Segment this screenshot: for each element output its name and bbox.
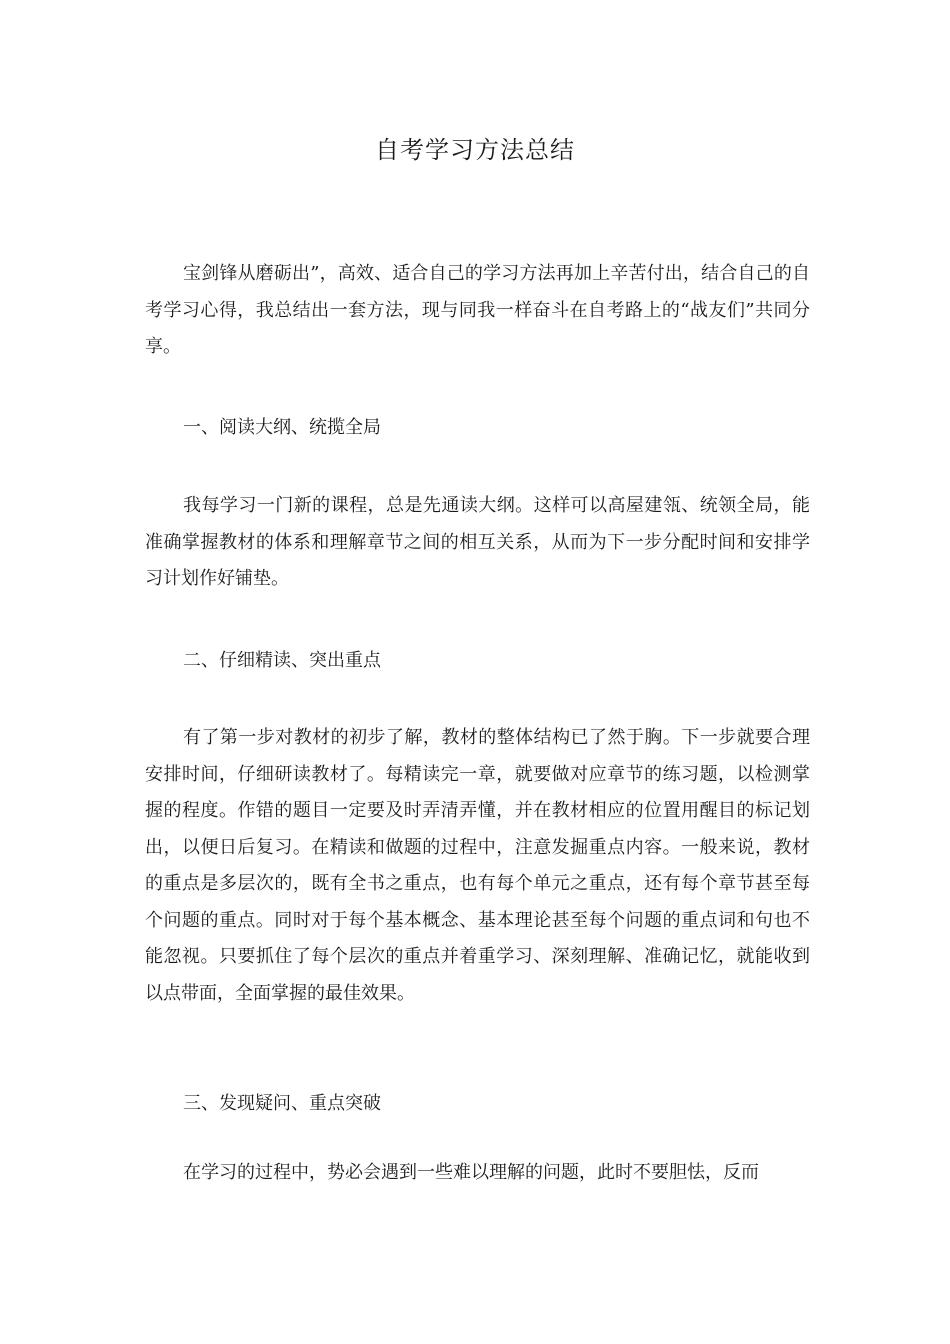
section-1-heading-block	[145, 410, 810, 447]
section-paragraph: 有了第一步对教材的初步了解，教材的整体结构已了然于胸。下一步就要合理安排时间，仔细研读教材了。每精读完一章，就要做对应章节的练习题，以检测掌握的程度。作错的题目一定要及时弄清弄懂，并在教材相应的位置用醒目的标记划出，以便日后复习。在精读和做题的过程中，注意发掘重点内容。一般来说，教材的重点是多层次的，既有全书之重点，也有每个单元之重点，还有每个章节甚至每个问题的重点。同时对于每个基本概念、基本理论甚至每个问题的重点词和句也不能忽视。只要抓住了每个层次的重点并着重学习、深刻理解、准确记忆，就能收到以点带面，全面掌握的最佳效果。	[145, 727, 810, 1004]
section-3-heading-block	[145, 1086, 810, 1123]
section-3-body-block	[145, 1155, 810, 1192]
section-heading: 二、仔细精读、突出重点	[183, 650, 381, 671]
section-heading: 一、阅读大纲、统揽全局	[183, 417, 381, 438]
section-heading: 三、发现疑问、重点突破	[183, 1093, 381, 1114]
section-2-body-block	[145, 720, 810, 1012]
section-1-body-block	[145, 488, 810, 598]
section-2-heading-block	[145, 643, 810, 680]
intro-block	[145, 256, 810, 366]
intro-paragraph: 宝剑锋从磨砺出”，高效、适合自己的学习方法再加上辛苦付出，结合自己的自考学习心得，我总结出一套方法，现与同我一样奋斗在自考路上的“战友们”共同分享。	[145, 263, 810, 357]
section-paragraph: 我每学习一门新的课程，总是先通读大纲。这样可以高屋建瓴、统领全局，能准确掌握教材的体系和理解章节之间的相互关系，从而为下一步分配时间和安排学习计划作好铺垫。	[145, 495, 810, 589]
page-title: 自考学习方法总结	[375, 136, 575, 164]
section-paragraph: 在学习的过程中，势必会遇到一些难以理解的问题，此时不要胆怯，反而	[183, 1162, 759, 1183]
